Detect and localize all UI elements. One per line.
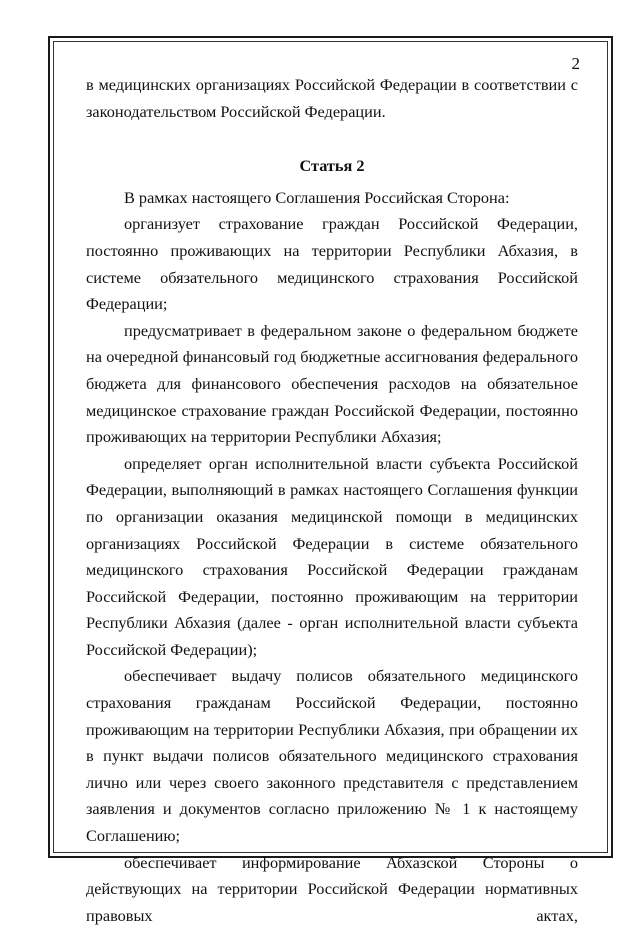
- article-item: предусматривает в федеральном законе о федеральном бюджете на очередной финансовый год бюджетные ассигнования федерального бюджета для финансового обеспечения расходов на обязательное медицинское страхование граждан Российской Федерации, постоянно проживающих на территории Республики Абхазия;: [86, 320, 578, 447]
- article-intro: В рамках настоящего Соглашения Российская Сторона:: [124, 187, 510, 207]
- article-item: обеспечивает выдачу полисов обязательного медицинского страхования гражданам Российской Федерации, постоянно проживающим на территории Республики Абхазия, при обращении их в пункт выдачи полисов обязательного медицинского страхования лично или через своего законного представителя с представлением заявления и документов согласно приложению № 1 к настоящему Соглашению;: [86, 666, 578, 846]
- article-heading: Статья 2: [299, 156, 365, 176]
- article-item: организует страхование граждан Российской Федерации, постоянно проживающих на территории Республики Абхазия, в системе обязательного медицинского страхования Российской Федерации;: [86, 214, 578, 314]
- opening-paragraph: в медицинских организациях Российской Федерации в соответствии с законодательством Российской Федерации.: [86, 75, 578, 121]
- document-body: [86, 72, 578, 929]
- article-item: определяет орган исполнительной власти субъекта Российской Федерации, выполняющий в рамках настоящего Соглашения функции по организации оказания медицинской помощи в медицинских организациях Российской Федерации в системе обязательного медицинского страхования Российской Федерации гражданам Российской Федерации, постоянно проживающим на территории Республики Абхазия (далее - орган исполнительной власти субъекта Российской Федерации);: [86, 453, 578, 659]
- page-number: 2: [571, 54, 580, 73]
- article-item: обеспечивает информирование Абхазской Стороны о действующих на территории Российской Федерации нормативных правовых актах,: [86, 852, 578, 925]
